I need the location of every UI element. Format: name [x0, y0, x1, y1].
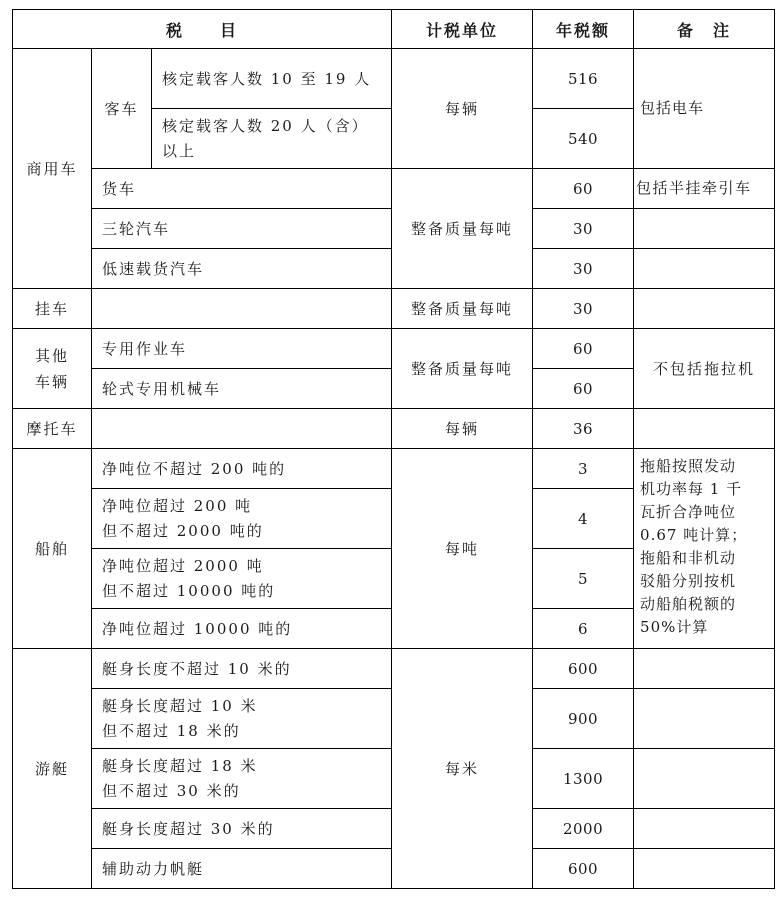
wheeled-machinery-desc: 轮式专用机械车	[92, 369, 392, 409]
note-empty	[634, 289, 775, 329]
unit-per-ton-curb-weight: 整备质量每吨	[392, 169, 533, 289]
note-line: 0.67 吨计算；	[640, 526, 748, 544]
unit-per-ton: 每吨	[392, 449, 533, 649]
auxiliary-sailboat-desc: 辅助动力帆艇	[92, 849, 392, 889]
amount-yacht-10-18m: 900	[533, 689, 634, 749]
header-note: 备 注	[634, 10, 775, 49]
note-tugboat-rules	[634, 449, 775, 649]
passenger-20-plus-line2: 以上	[162, 141, 197, 160]
amount-motorcycle: 36	[533, 409, 634, 449]
ship-2000-10000-desc	[92, 549, 392, 609]
unit-trailer: 整备质量每吨	[392, 289, 533, 329]
table-row	[13, 49, 775, 109]
amount-auxiliary-sailboat: 600	[533, 849, 634, 889]
unit-other-vehicles: 整备质量每吨	[392, 329, 533, 409]
note-empty	[634, 249, 775, 289]
category-yachts: 游艇	[13, 649, 92, 889]
special-work-vehicle-desc: 专用作业车	[92, 329, 392, 369]
ship-2000-10000-line1: 净吨位超过 2000 吨	[102, 556, 264, 575]
note-empty	[634, 809, 775, 849]
category-other-vehicles	[13, 329, 92, 409]
passenger-20-plus-desc	[152, 109, 392, 169]
amount-ship-2000-10000: 5	[533, 549, 634, 609]
amount-special-work-vehicle: 60	[533, 329, 634, 369]
yacht-under-10m-desc: 艇身长度不超过 10 米的	[92, 649, 392, 689]
table-row	[13, 329, 775, 369]
note-empty	[634, 689, 775, 749]
category-other-line2: 车辆	[34, 372, 69, 391]
amount-ship-under-200: 3	[533, 449, 634, 489]
truck-desc: 货车	[92, 169, 392, 209]
amount-ship-over-10000: 6	[533, 609, 634, 649]
ship-2000-10000-line2: 但不超过 10000 吨的	[102, 581, 276, 600]
note-empty	[634, 409, 775, 449]
tricycle-desc: 三轮汽车	[92, 209, 392, 249]
category-ships: 船舶	[13, 449, 92, 649]
yacht-18-30m-line2: 但不超过 30 米的	[102, 781, 241, 800]
amount-passenger-10-19: 516	[533, 49, 634, 109]
header-tax-item: 税 目	[13, 10, 392, 49]
category-commercial-vehicle: 商用车	[13, 49, 92, 289]
low-speed-truck-desc: 低速载货汽车	[92, 249, 392, 289]
note-line: 机功率每 1 千	[640, 480, 743, 498]
amount-ship-200-2000: 4	[533, 489, 634, 549]
category-motorcycle: 摩托车	[13, 409, 92, 449]
unit-per-vehicle: 每辆	[392, 49, 533, 169]
note-empty	[634, 649, 775, 689]
note-line: 拖船和非机动	[640, 549, 737, 567]
category-other-line1: 其他	[34, 346, 69, 365]
yacht-18-30m-line1: 艇身长度超过 18 米	[102, 756, 258, 775]
yacht-10-18m-line2: 但不超过 18 米的	[102, 721, 241, 740]
amount-truck: 60	[533, 169, 634, 209]
amount-passenger-20-plus: 540	[533, 109, 634, 169]
table-row	[13, 449, 775, 489]
header-row	[13, 10, 775, 49]
category-trailer: 挂车	[13, 289, 92, 329]
amount-yacht-18-30m: 1300	[533, 749, 634, 809]
subcategory-passenger-car: 客车	[92, 49, 152, 169]
table-row	[13, 649, 775, 689]
note-line: 动船舶税额的	[640, 595, 737, 613]
header-tax-unit: 计税单位	[392, 10, 533, 49]
note-includes-semi-trailer-tractor: 包括半挂牵引车	[634, 169, 775, 209]
amount-wheeled-machinery: 60	[533, 369, 634, 409]
trailer-desc-empty	[92, 289, 392, 329]
ship-200-2000-line1: 净吨位超过 200 吨	[102, 496, 253, 515]
yacht-18-30m-desc	[92, 749, 392, 809]
table-row	[13, 289, 775, 329]
note-line: 瓦折合净吨位	[640, 503, 737, 521]
table-row	[13, 169, 775, 209]
ship-200-2000-desc	[92, 489, 392, 549]
ship-over-10000-desc: 净吨位超过 10000 吨的	[92, 609, 392, 649]
vehicle-vessel-tax-table	[12, 9, 775, 889]
ship-under-200-desc: 净吨位不超过 200 吨的	[92, 449, 392, 489]
motorcycle-desc-empty	[92, 409, 392, 449]
amount-yacht-under-10m: 600	[533, 649, 634, 689]
amount-trailer: 30	[533, 289, 634, 329]
note-empty	[634, 209, 775, 249]
unit-motorcycle: 每辆	[392, 409, 533, 449]
passenger-20-plus-line1: 核定载客人数 20 人（含）	[162, 116, 369, 135]
amount-tricycle: 30	[533, 209, 634, 249]
yacht-10-18m-desc	[92, 689, 392, 749]
note-excludes-tractor: 不包括拖拉机	[634, 329, 775, 409]
note-empty	[634, 849, 775, 889]
amount-low-speed-truck: 30	[533, 249, 634, 289]
note-line: 50%计算	[640, 618, 709, 636]
yacht-over-30m-desc: 艇身长度超过 30 米的	[92, 809, 392, 849]
amount-yacht-over-30m: 2000	[533, 809, 634, 849]
unit-per-meter: 每米	[392, 649, 533, 889]
note-line: 驳船分别按机	[640, 572, 737, 590]
ship-200-2000-line2: 但不超过 2000 吨的	[102, 521, 264, 540]
note-line: 拖船按照发动	[640, 457, 737, 475]
yacht-10-18m-line1: 艇身长度超过 10 米	[102, 696, 258, 715]
note-includes-tram: 包括电车	[634, 49, 775, 169]
table-row	[13, 409, 775, 449]
passenger-10-19-desc: 核定载客人数 10 至 19 人	[152, 49, 392, 109]
header-annual-amount: 年税额	[533, 10, 634, 49]
note-empty	[634, 749, 775, 809]
